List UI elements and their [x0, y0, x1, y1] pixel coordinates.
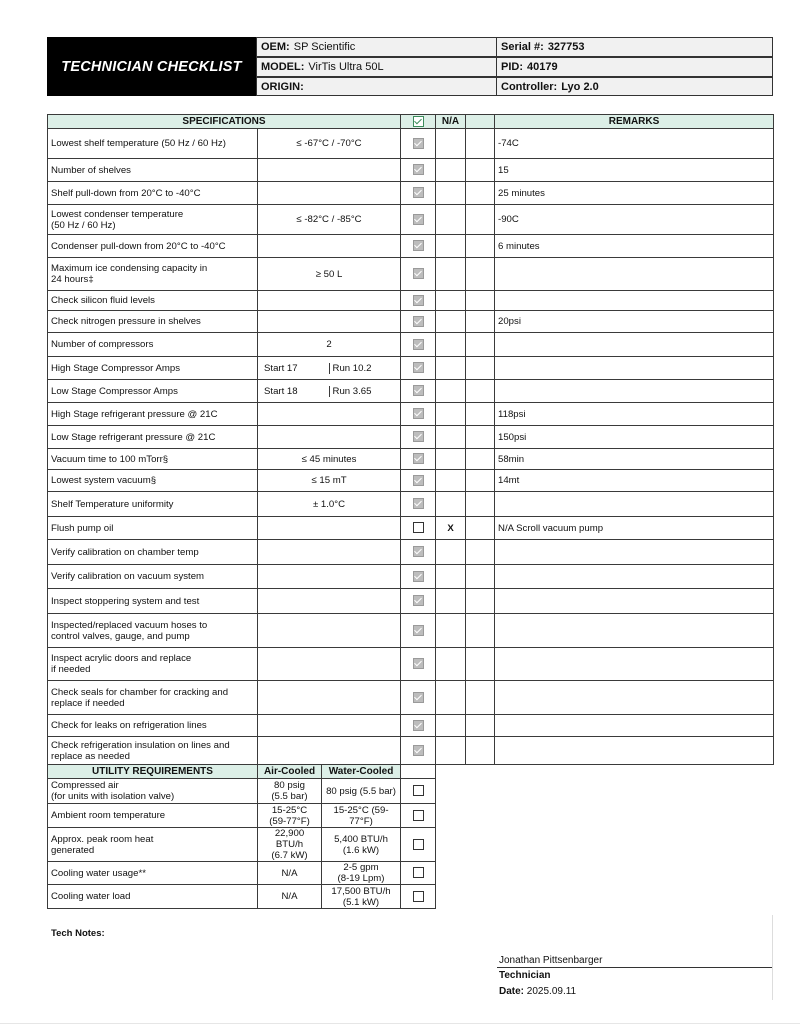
spec-cell: ≤ 45 minutes	[258, 449, 401, 470]
item-label: High Stage refrigerant pressure @ 21C	[48, 403, 258, 426]
item-label: High Stage Compressor Amps	[48, 357, 258, 380]
checked-checkbox-icon[interactable]	[413, 339, 424, 350]
checked-checkbox-icon[interactable]	[413, 453, 424, 464]
spec-cell: 2	[258, 333, 401, 357]
remark-cell	[495, 715, 774, 737]
blank-cell	[466, 333, 495, 357]
spec-cell	[258, 380, 401, 403]
remark-cell: N/A Scroll vacuum pump	[495, 517, 774, 540]
blank-cell	[466, 426, 495, 449]
na-cell	[436, 426, 466, 449]
bottom-rule	[0, 1023, 800, 1024]
checked-checkbox-icon[interactable]	[413, 408, 424, 419]
remark-cell	[495, 333, 774, 357]
check-cell[interactable]	[401, 205, 436, 235]
empty-checkbox-icon[interactable]	[413, 785, 424, 796]
blank-cell	[466, 614, 495, 648]
serial-field	[496, 37, 773, 57]
oem-value: SP Scientific	[293, 41, 356, 53]
checked-checkbox-icon[interactable]	[413, 240, 424, 251]
na-cell	[436, 182, 466, 205]
spec-cell	[258, 737, 401, 765]
item-label: Inspect acrylic doors and replace if needed	[48, 648, 258, 681]
spec-cell	[258, 648, 401, 681]
item-label: Low Stage refrigerant pressure @ 21C	[48, 426, 258, 449]
air-cooled-value: 80 psig (5.5 bar)	[258, 779, 322, 804]
utility-check-cell[interactable]	[401, 862, 436, 885]
water-cooled-value: 17,500 BTU/h (5.1 kW)	[322, 885, 401, 909]
check-cell[interactable]	[401, 235, 436, 258]
spec-cell	[258, 291, 401, 311]
check-cell[interactable]	[401, 589, 436, 614]
blank-cell	[466, 235, 495, 258]
na-cell	[436, 648, 466, 681]
remark-cell: -74C	[495, 129, 774, 159]
table-row	[48, 589, 774, 614]
table-row	[48, 614, 774, 648]
check-cell[interactable]	[401, 333, 436, 357]
remark-cell	[495, 258, 774, 291]
spec-cell	[258, 311, 401, 333]
check-cell[interactable]	[401, 426, 436, 449]
remark-cell	[495, 737, 774, 765]
utility-row	[48, 828, 774, 862]
date-label: Date:	[499, 986, 525, 997]
blank-cell	[466, 449, 495, 470]
na-cell	[436, 380, 466, 403]
na-cell	[436, 737, 466, 765]
table-row	[48, 311, 774, 333]
oem-field	[256, 37, 497, 57]
item-label: Check nitrogen pressure in shelves	[48, 311, 258, 333]
checked-checkbox-icon[interactable]	[413, 431, 424, 442]
checked-checkbox-icon[interactable]	[413, 595, 424, 606]
na-cell	[436, 715, 466, 737]
remarks-header: REMARKS	[495, 115, 774, 129]
blank-cell	[466, 380, 495, 403]
na-cell	[436, 565, 466, 589]
check-cell[interactable]	[401, 403, 436, 426]
page-edge	[772, 915, 773, 1000]
spec-cell	[258, 182, 401, 205]
check-cell[interactable]	[401, 380, 436, 403]
checked-checkbox-icon[interactable]	[413, 658, 424, 669]
utility-check-cell[interactable]	[401, 828, 436, 862]
item-label: Flush pump oil	[48, 517, 258, 540]
blank-cell	[466, 159, 495, 182]
table-row	[48, 258, 774, 291]
remark-cell	[495, 540, 774, 565]
checked-checkbox-icon[interactable]	[413, 268, 424, 279]
checked-checkbox-icon[interactable]	[413, 316, 424, 327]
start-amps: Start 18	[264, 385, 298, 397]
empty-checkbox-icon[interactable]	[413, 891, 424, 902]
blank-cell	[466, 648, 495, 681]
utility-blank	[436, 862, 774, 885]
check-cell[interactable]	[401, 470, 436, 492]
remark-cell: 58min	[495, 449, 774, 470]
spec-cell: ± 1.0°C	[258, 492, 401, 517]
utility-row	[48, 862, 774, 885]
check-cell[interactable]	[401, 291, 436, 311]
check-cell[interactable]	[401, 311, 436, 333]
na-cell	[436, 159, 466, 182]
table-row	[48, 470, 774, 492]
item-label: Check for leaks on refrigeration lines	[48, 715, 258, 737]
na-cell	[436, 470, 466, 492]
table-row	[48, 357, 774, 380]
na-cell	[436, 357, 466, 380]
utility-check-cell[interactable]	[401, 804, 436, 828]
item-label: Lowest condenser temperature (50 Hz / 60 Hz)	[48, 205, 258, 235]
blank-cell	[466, 129, 495, 159]
checked-checkbox-icon[interactable]	[413, 164, 424, 175]
utility-row	[48, 779, 774, 804]
blank-cell	[466, 540, 495, 565]
blank-cell	[466, 492, 495, 517]
checked-checkbox-icon[interactable]	[413, 571, 424, 582]
table-row	[48, 449, 774, 470]
spec-cell	[258, 589, 401, 614]
blank-cell	[466, 715, 495, 737]
item-label: Shelf Temperature uniformity	[48, 492, 258, 517]
spec-cell	[258, 565, 401, 589]
table-row	[48, 737, 774, 765]
utility-blank	[436, 765, 774, 779]
table-row	[48, 129, 774, 159]
checked-checkbox-icon[interactable]	[413, 362, 424, 373]
utility-check-cell[interactable]	[401, 885, 436, 909]
air-cooled-value: 15-25°C (59-77°F)	[258, 804, 322, 828]
table-row	[48, 235, 774, 258]
utility-row	[48, 804, 774, 828]
table-header-row	[48, 115, 774, 129]
checked-checkbox-icon[interactable]	[413, 625, 424, 636]
item-label: Number of shelves	[48, 159, 258, 182]
empty-checkbox-icon[interactable]	[413, 810, 424, 821]
controller-value: Lyo 2.0	[561, 80, 599, 93]
item-label: Number of compressors	[48, 333, 258, 357]
item-label: Inspected/replaced vacuum hoses to control valves, gauge, and pump	[48, 614, 258, 648]
checked-checkbox-icon[interactable]	[413, 745, 424, 756]
checked-checkbox-icon[interactable]	[413, 295, 424, 306]
checked-checkbox-icon[interactable]	[413, 385, 424, 396]
na-cell	[436, 291, 466, 311]
spec-cell	[258, 426, 401, 449]
utility-row	[48, 885, 774, 909]
checked-checkbox-icon[interactable]	[413, 498, 424, 509]
checked-checkbox-icon[interactable]	[413, 187, 424, 198]
check-cell[interactable]	[401, 449, 436, 470]
table-row	[48, 648, 774, 681]
specifications-header: SPECIFICATIONS	[48, 115, 401, 129]
start-amps: Start 17	[264, 362, 298, 374]
item-label: Lowest system vacuum§	[48, 470, 258, 492]
table-row	[48, 291, 774, 311]
item-label: Verify calibration on chamber temp	[48, 540, 258, 565]
table-row	[48, 182, 774, 205]
serial-label: Serial #:	[501, 41, 544, 53]
blank-cell	[466, 205, 495, 235]
na-cell	[436, 235, 466, 258]
remark-cell: 150psi	[495, 426, 774, 449]
table-row	[48, 380, 774, 403]
table-row	[48, 681, 774, 715]
pid-field	[496, 57, 773, 77]
check-cell[interactable]	[401, 565, 436, 589]
blank-cell	[466, 258, 495, 291]
blank-cell	[466, 517, 495, 540]
check-cell[interactable]	[401, 681, 436, 715]
item-label: Verify calibration on vacuum system	[48, 565, 258, 589]
table-row	[48, 565, 774, 589]
spec-cell: ≤ -82°C / -85°C	[258, 205, 401, 235]
model-field	[256, 57, 497, 77]
utility-blank	[436, 885, 774, 909]
item-label: Check refrigeration insulation on lines and replace as needed	[48, 737, 258, 765]
run-amps: Run 10.2	[329, 363, 398, 374]
empty-checkbox-icon[interactable]	[413, 839, 424, 850]
spec-cell	[258, 357, 401, 380]
spec-cell	[258, 715, 401, 737]
item-label: Maximum ice condensing capacity in 24 hours‡	[48, 258, 258, 291]
utility-item: Ambient room temperature	[48, 804, 258, 828]
item-label: Lowest shelf temperature (50 Hz / 60 Hz)	[48, 129, 258, 159]
run-amps: Run 3.65	[329, 386, 398, 397]
blank-cell	[466, 291, 495, 311]
checked-checkbox-icon[interactable]	[413, 214, 424, 225]
remark-cell: 118psi	[495, 403, 774, 426]
item-label: Check silicon fluid levels	[48, 291, 258, 311]
blank-cell	[466, 311, 495, 333]
checked-checkbox-icon[interactable]	[413, 720, 424, 731]
check-cell[interactable]	[401, 715, 436, 737]
controller-field	[496, 77, 773, 96]
controller-label: Controller:	[501, 80, 558, 93]
spec-cell	[258, 614, 401, 648]
empty-checkbox-icon[interactable]	[413, 867, 424, 878]
table-row	[48, 426, 774, 449]
table-row	[48, 715, 774, 737]
table-row	[48, 492, 774, 517]
date-value: 2025.09.11	[526, 986, 577, 997]
water-cooled-value: 80 psig (5.5 bar)	[322, 779, 401, 804]
check-cell[interactable]	[401, 357, 436, 380]
check-cell[interactable]	[401, 517, 436, 540]
air-cooled-header: Air-Cooled	[258, 765, 322, 779]
utility-check-blank	[401, 765, 436, 779]
serial-value: 327753	[547, 41, 585, 53]
na-cell	[436, 129, 466, 159]
check-cell[interactable]	[401, 648, 436, 681]
check-cell[interactable]	[401, 737, 436, 765]
na-cell	[436, 540, 466, 565]
utility-blank	[436, 828, 774, 862]
remark-cell: -90C	[495, 205, 774, 235]
na-cell	[436, 681, 466, 715]
checked-checkbox-icon[interactable]	[413, 138, 424, 149]
remark-cell	[495, 648, 774, 681]
blank-cell	[466, 182, 495, 205]
remark-cell	[495, 380, 774, 403]
na-cell	[436, 492, 466, 517]
pid-value: 40179	[527, 61, 558, 73]
blank-cell	[466, 403, 495, 426]
oem-label: OEM:	[261, 41, 290, 53]
blank-cell	[466, 565, 495, 589]
na-cell	[436, 333, 466, 357]
table-row	[48, 205, 774, 235]
remark-cell: 6 minutes	[495, 235, 774, 258]
utility-requirements-header: UTILITY REQUIREMENTS	[48, 765, 258, 779]
blank-cell	[466, 357, 495, 380]
remark-cell: 20psi	[495, 311, 774, 333]
utility-header-row	[48, 765, 774, 779]
utility-item: Cooling water load	[48, 885, 258, 909]
remark-cell	[495, 589, 774, 614]
na-cell	[436, 311, 466, 333]
blank-column-header	[466, 115, 495, 129]
remark-cell: 25 minutes	[495, 182, 774, 205]
spec-cell: ≤ 15 mT	[258, 470, 401, 492]
utility-item: Approx. peak room heat generated	[48, 828, 258, 862]
water-cooled-header: Water-Cooled	[322, 765, 401, 779]
utility-blank	[436, 804, 774, 828]
utility-item: Cooling water usage**	[48, 862, 258, 885]
check-cell[interactable]	[401, 614, 436, 648]
item-label: Low Stage Compressor Amps	[48, 380, 258, 403]
origin-field	[256, 77, 497, 96]
model-value: VirTis Ultra 50L	[308, 61, 384, 73]
blank-cell	[466, 737, 495, 765]
item-label: Vacuum time to 100 mTorr§	[48, 449, 258, 470]
table-row	[48, 403, 774, 426]
model-label: MODEL:	[261, 61, 305, 73]
utility-blank	[436, 779, 774, 804]
spec-cell	[258, 403, 401, 426]
table-row	[48, 159, 774, 182]
check-cell[interactable]	[401, 159, 436, 182]
check-cell[interactable]	[401, 182, 436, 205]
check-icon	[413, 116, 424, 127]
blank-cell	[466, 470, 495, 492]
check-cell[interactable]	[401, 129, 436, 159]
item-label: Condenser pull-down from 20°C to -40°C	[48, 235, 258, 258]
remark-cell	[495, 291, 774, 311]
na-cell	[436, 449, 466, 470]
spec-cell	[258, 159, 401, 182]
remark-cell	[495, 614, 774, 648]
remark-cell	[495, 357, 774, 380]
signature-line	[497, 967, 773, 968]
table-row	[48, 333, 774, 357]
na-cell	[436, 258, 466, 291]
spec-cell	[258, 540, 401, 565]
remark-cell: 15	[495, 159, 774, 182]
item-label: Check seals for chamber for cracking and replace if needed	[48, 681, 258, 715]
water-cooled-value: 5,400 BTU/h (1.6 kW)	[322, 828, 401, 862]
checked-checkbox-icon[interactable]	[413, 546, 424, 557]
air-cooled-value: N/A	[258, 885, 322, 909]
pid-label: PID:	[501, 61, 523, 73]
checklist-title: TECHNICIAN CHECKLIST	[61, 58, 242, 75]
technician-name: Jonathan Pittsenbarger	[499, 955, 603, 966]
item-label: Shelf pull-down from 20°C to -40°C	[48, 182, 258, 205]
na-cell	[436, 614, 466, 648]
remark-cell: 14mt	[495, 470, 774, 492]
blank-cell	[466, 681, 495, 715]
spec-cell: ≥ 50 L	[258, 258, 401, 291]
table-row	[48, 540, 774, 565]
check-cell[interactable]	[401, 492, 436, 517]
na-cell: X	[436, 517, 466, 540]
technician-label: Technician	[499, 970, 551, 981]
utility-item: Compressed air (for units with isolation valve)	[48, 779, 258, 804]
empty-checkbox-icon[interactable]	[413, 522, 424, 533]
checked-checkbox-icon[interactable]	[413, 475, 424, 486]
checklist-table	[47, 114, 774, 909]
air-cooled-value: 22,900 BTU/h (6.7 kW)	[258, 828, 322, 862]
spec-cell: ≤ -67°C / -70°C	[258, 129, 401, 159]
remark-cell	[495, 681, 774, 715]
table-row	[48, 517, 774, 540]
check-cell[interactable]	[401, 258, 436, 291]
tech-notes-label: Tech Notes:	[51, 928, 105, 939]
origin-label: ORIGIN:	[261, 80, 304, 93]
water-cooled-value: 2-5 gpm (8-19 Lpm)	[322, 862, 401, 885]
na-cell	[436, 403, 466, 426]
check-column-header	[401, 115, 436, 129]
remark-cell	[495, 492, 774, 517]
spec-cell	[258, 517, 401, 540]
air-cooled-value: N/A	[258, 862, 322, 885]
water-cooled-value: 15-25°C (59-77°F)	[322, 804, 401, 828]
spec-cell	[258, 235, 401, 258]
spec-cell	[258, 681, 401, 715]
na-cell	[436, 205, 466, 235]
na-cell	[436, 589, 466, 614]
check-cell[interactable]	[401, 540, 436, 565]
blank-cell	[466, 589, 495, 614]
remark-cell	[495, 565, 774, 589]
utility-check-cell[interactable]	[401, 779, 436, 804]
date-row	[499, 986, 576, 997]
na-column-header: N/A	[436, 115, 466, 129]
checked-checkbox-icon[interactable]	[413, 692, 424, 703]
item-label: Inspect stoppering system and test	[48, 589, 258, 614]
